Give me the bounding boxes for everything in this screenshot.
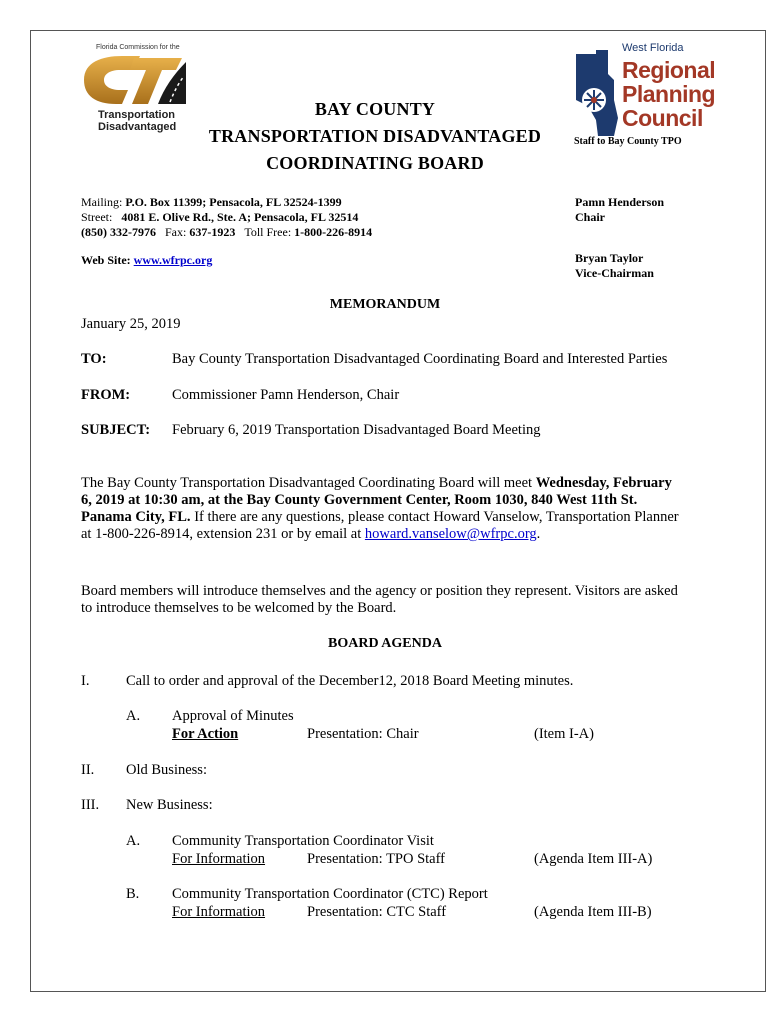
meeting-details: Wednesday, February 6, 2019 at 10:30 am, at the Bay County Government Center, Room 1030, 840 West 11th St. Panama City, FL. [81, 475, 672, 525]
tollfree-number: 1-800-226-8914 [294, 225, 373, 239]
title-line1: BAY COUNTY [314, 99, 436, 119]
agenda-iiia-title: Community Transportation Coordinator Visit [172, 833, 434, 849]
subject-label: SUBJECT: [81, 422, 151, 438]
phone-line [81, 225, 372, 240]
agenda-ia-letter: A. [126, 708, 141, 724]
chair-name: Pamn Henderson [575, 195, 665, 209]
ctd-logo-line2: Disadvantaged [98, 121, 177, 133]
rpc-logo-line2: Planning [622, 81, 716, 107]
agenda-ia-action: For Action [172, 726, 239, 742]
rpc-logo-line1: Regional [622, 57, 716, 83]
web-label: Web Site: [81, 253, 131, 267]
street-line [81, 210, 372, 225]
agenda-iiia-presentation: Presentation: TPO Staff [307, 851, 446, 867]
website-link[interactable]: www.wfrpc.org [133, 253, 213, 267]
subject-value: February 6, 2019 Transportation Disadvantaged Board Meeting [172, 422, 541, 438]
agenda-ia-title: Approval of Minutes [172, 708, 294, 724]
agenda-i-text: Call to order and approval of the December12, 2018 Board Meeting minutes. [126, 673, 574, 689]
rpc-logo-line0: West Florida [622, 42, 684, 54]
agenda-iiib-letter: B. [126, 886, 140, 902]
fax-label: Fax: [165, 225, 187, 239]
chair-title: Chair [575, 209, 605, 224]
agenda-heading: BOARD AGENDA [328, 636, 442, 651]
tollfree-label: Toll Free: [244, 225, 292, 239]
phone-number: (850) 332-7976 [81, 225, 156, 239]
title-line3: COORDINATING BOARD [266, 153, 484, 173]
ctd-logo-mark [78, 54, 190, 106]
agenda-ii-text: Old Business: [126, 762, 207, 778]
florida-map-icon [574, 50, 620, 138]
contact-block [81, 195, 372, 268]
vice-chair-name: Bryan Taylor [575, 251, 644, 265]
rpc-logo-line3: Council [622, 105, 703, 131]
agenda-iiib-presentation: Presentation: CTC Staff [307, 904, 447, 920]
agenda-iii-number: III. [81, 797, 100, 813]
to-value: Bay County Transportation Disadvantaged Coordinating Board and Interested Parties [172, 351, 668, 367]
rpc-logo-caption: Staff to Bay County TPO [574, 136, 682, 147]
ctd-logo [78, 42, 190, 142]
agenda-i-number: I. [81, 673, 90, 689]
street-address: 4081 E. Olive Rd., Ste. A; Pensacola, FL 32514 [121, 210, 359, 224]
to-label: TO: [81, 351, 107, 367]
ctd-logo-line1: Transportation [98, 109, 176, 121]
from-label: FROM: [81, 387, 131, 403]
agenda-iiia-action: For Information [172, 851, 266, 867]
agenda-iiia-letter: A. [126, 833, 141, 849]
memo-date: January 25, 2019 [81, 316, 181, 332]
from-value: Commissioner Pamn Henderson, Chair [172, 387, 400, 403]
street-label: Street: [81, 210, 113, 224]
mailing-label: Mailing: [81, 195, 123, 209]
meeting-contact: If there are any questions, please contact Howard Vanselow, Transportation Planner at 1-800-226-8914, extension 231 or by email at [81, 509, 679, 542]
rpc-logo [574, 42, 716, 152]
meeting-paragraph [81, 475, 686, 543]
agenda-ii-number: II. [81, 762, 95, 778]
agenda-iiia-item: (Agenda Item III-A) [534, 851, 653, 867]
ctd-logo-top-text: Florida Commission for the [96, 44, 180, 51]
web-line [81, 253, 372, 268]
agenda-iiib-action: For Information [172, 904, 266, 920]
mailing-line [81, 195, 372, 210]
mailing-address: P.O. Box 11399; Pensacola, FL 32524-1399 [125, 195, 342, 209]
agenda-ia-presentation: Presentation: Chair [307, 726, 419, 742]
meeting-end: . [536, 526, 541, 542]
title-line2: TRANSPORTATION DISADVANTAGED [208, 126, 542, 146]
agenda-iiib-item: (Agenda Item III-B) [534, 904, 652, 920]
memo-heading: MEMORANDUM [329, 297, 441, 312]
officers-block [575, 195, 664, 280]
fax-number: 637-1923 [189, 225, 236, 239]
meeting-intro: The Bay County Transportation Disadvantaged Coordinating Board will meet [81, 475, 536, 491]
agenda-ia-item: (Item I-A) [534, 726, 594, 742]
email-link[interactable]: howard.vanselow@wfrpc.org [364, 526, 537, 542]
board-title [200, 96, 550, 177]
agenda-iiib-title: Community Transportation Coordinator (CTC) Report [172, 886, 488, 902]
introductions-paragraph: Board members will introduce themselves and the agency or position they represent. Visitors are asked to introduce themselves to be welcomed by the Board. [81, 583, 678, 616]
vice-chair-title: Vice-Chairman [575, 265, 654, 280]
agenda-iii-text: New Business: [126, 797, 213, 813]
